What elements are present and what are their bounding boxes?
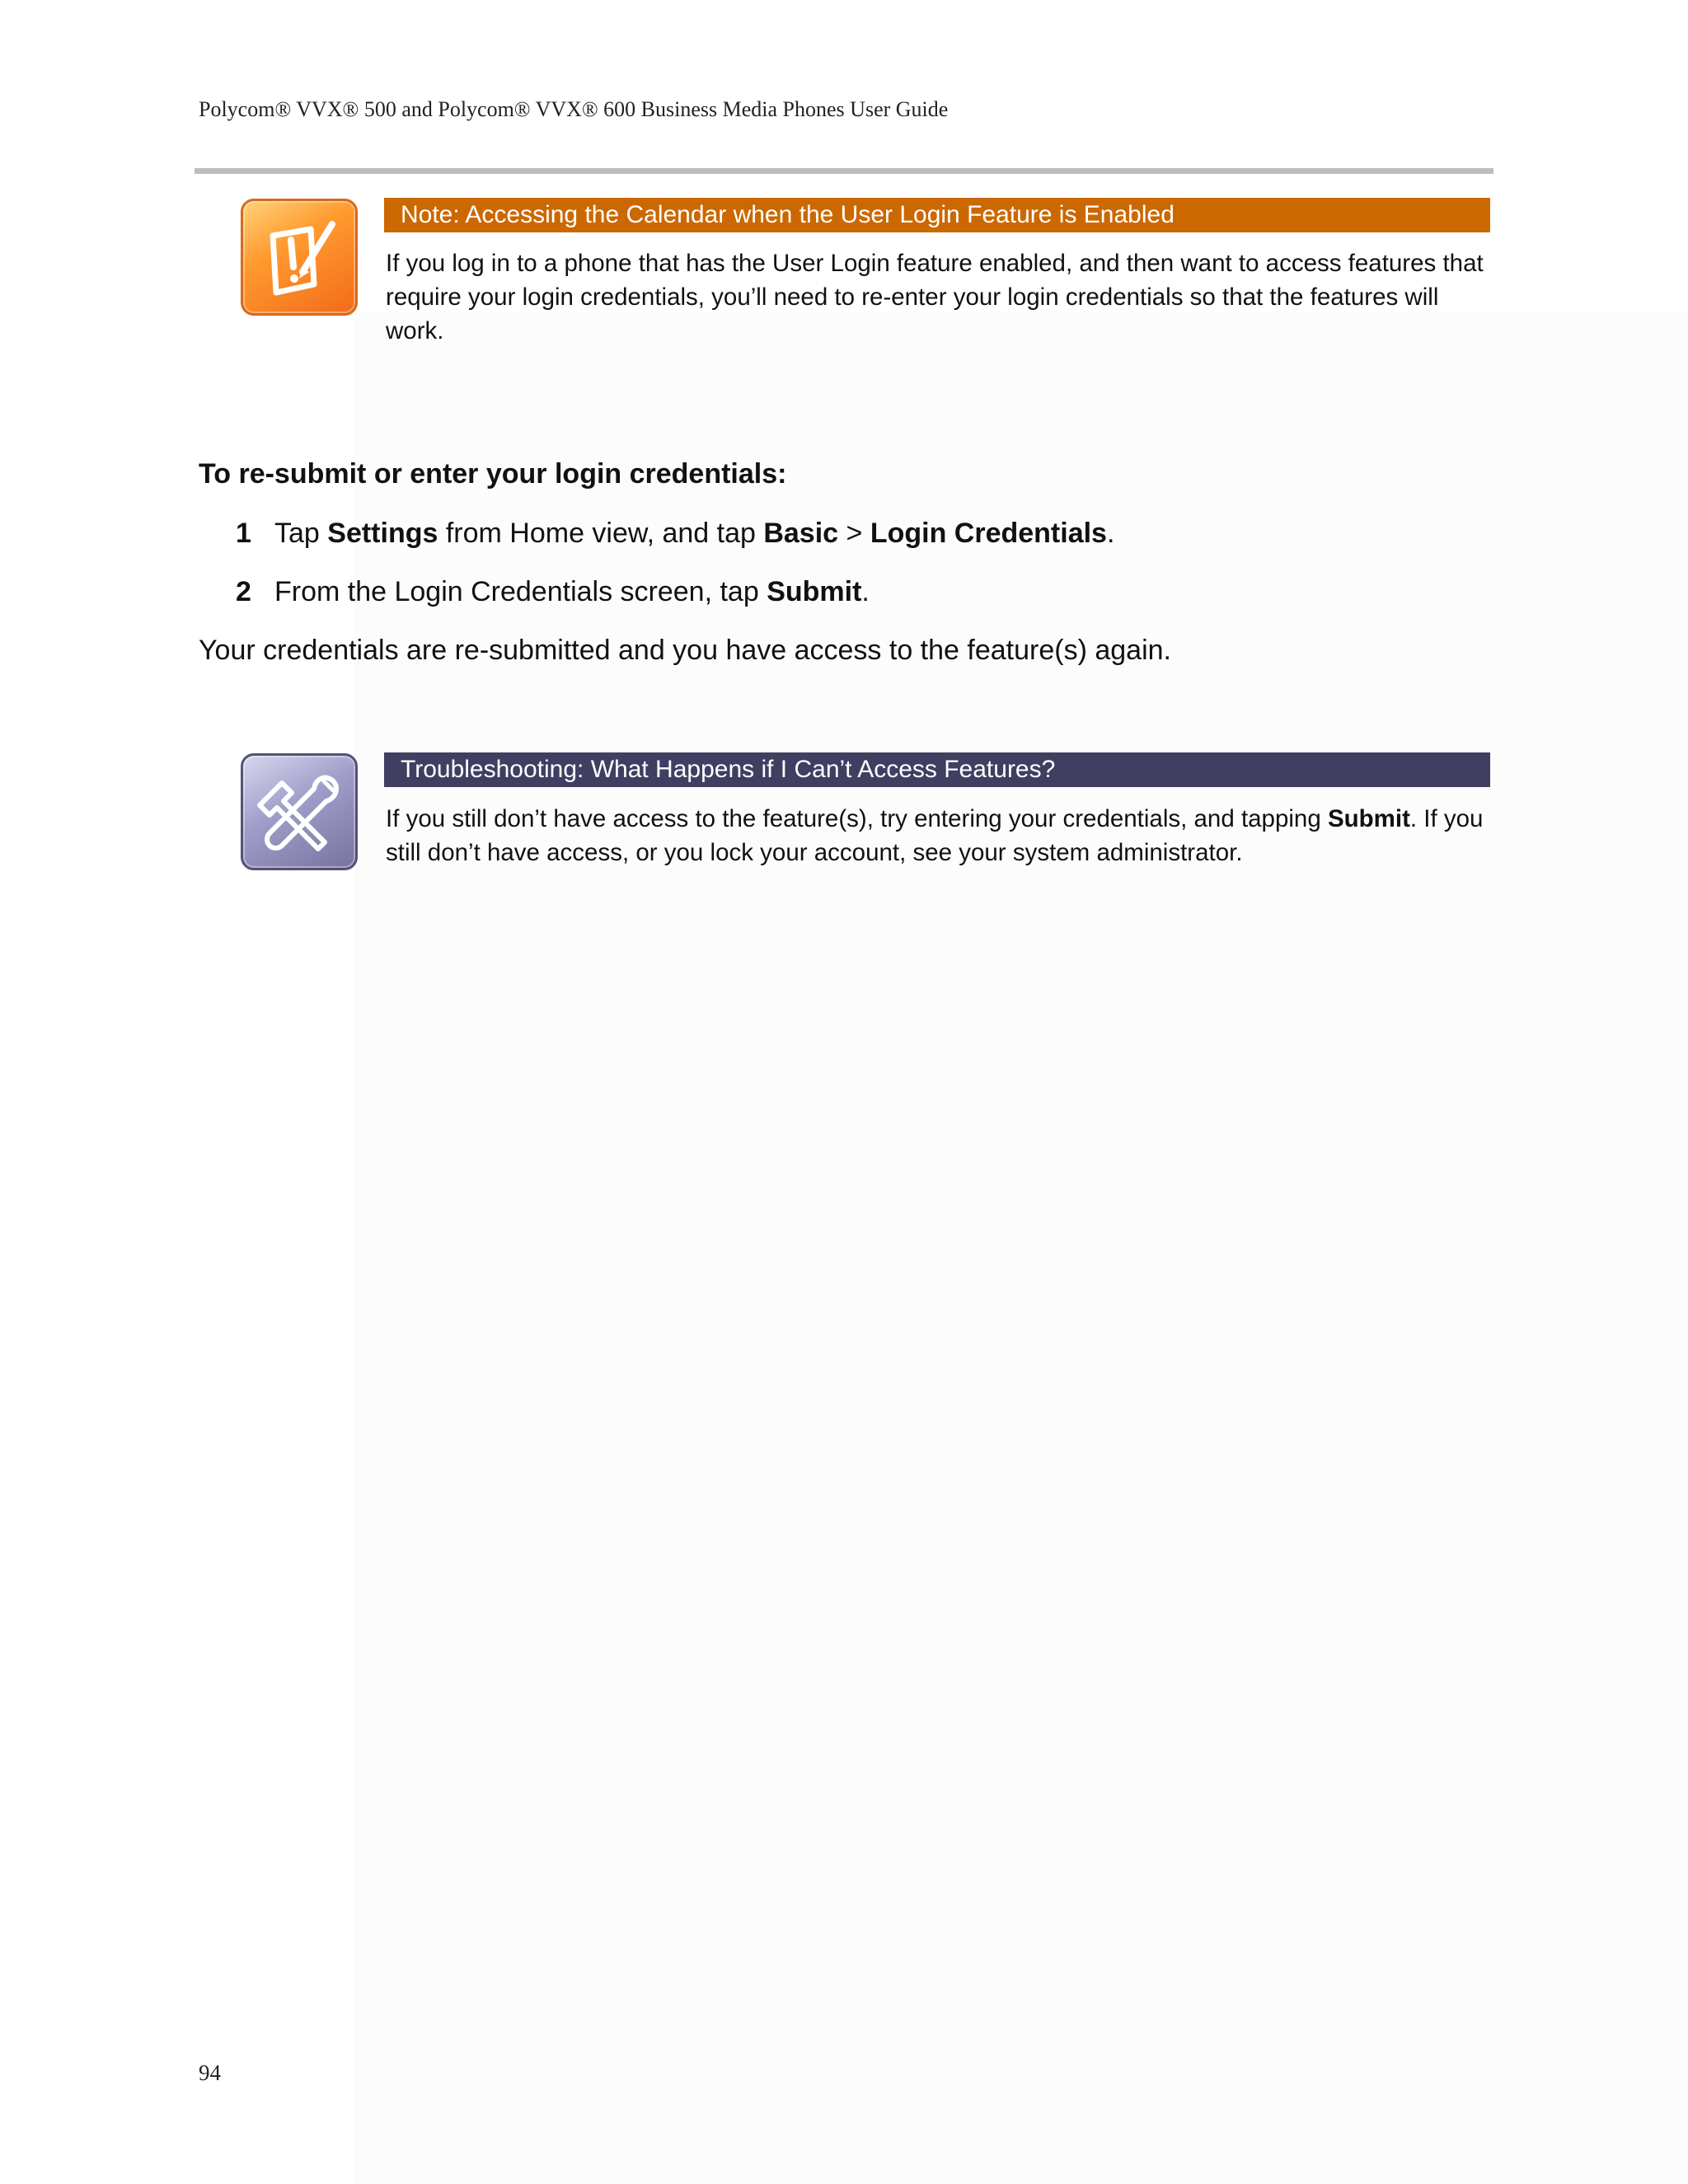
procedure-step-2 [236,576,870,608]
page-number: 94 [199,2060,221,2085]
step-number: 1 [236,518,251,549]
submit-ui-label: Submit [1327,805,1410,832]
step-text-separator: > [838,518,870,549]
note-body: If you log in to a phone that has the User Login feature enabled, and then want to access features that require your login credentials, you’ll need to re-enter your login credentials so that the features will work. [386,250,1484,344]
troubleshooting-title-bar: Troubleshooting: What Happens if I Can’t Access Features? [384,752,1490,787]
running-header: Polycom® VVX® 500 and Polycom® VVX® 600 Business Media Phones User Guide [199,97,949,121]
login-credentials-ui-label: Login Credentials [870,518,1107,549]
step-text-part: Tap [274,518,328,549]
troubleshooting-body-text: If you still don’t have access to the feature(s), try entering your credentials, and tapping [386,805,1328,832]
procedure-heading: To re-submit or enter your login credentials: [199,458,787,490]
step-text-part: from Home view, and tap [438,518,764,549]
header-rule [195,168,1493,174]
settings-ui-label: Settings [327,518,438,549]
step-text-part: From the Login Credentials screen, tap [274,576,767,607]
step-text-part: . [861,576,870,607]
basic-ui-label: Basic [763,518,839,549]
submit-ui-label: Submit [767,576,862,607]
troubleshooting-body-text: . If you still don’t have access, or you lock your account, see your system administrator. [386,805,1484,866]
step-text-part: . [1106,518,1115,549]
note-icon [241,199,358,316]
procedure-result: Your credentials are re-submitted and you have access to the feature(s) again. [199,635,1171,666]
procedure-step-1 [236,518,1114,550]
tools-icon [241,753,358,870]
step-number: 2 [236,576,251,607]
troubleshooting-body [386,802,1494,869]
note-title-bar: Note: Accessing the Calendar when the User Login Feature is Enabled [384,198,1490,232]
